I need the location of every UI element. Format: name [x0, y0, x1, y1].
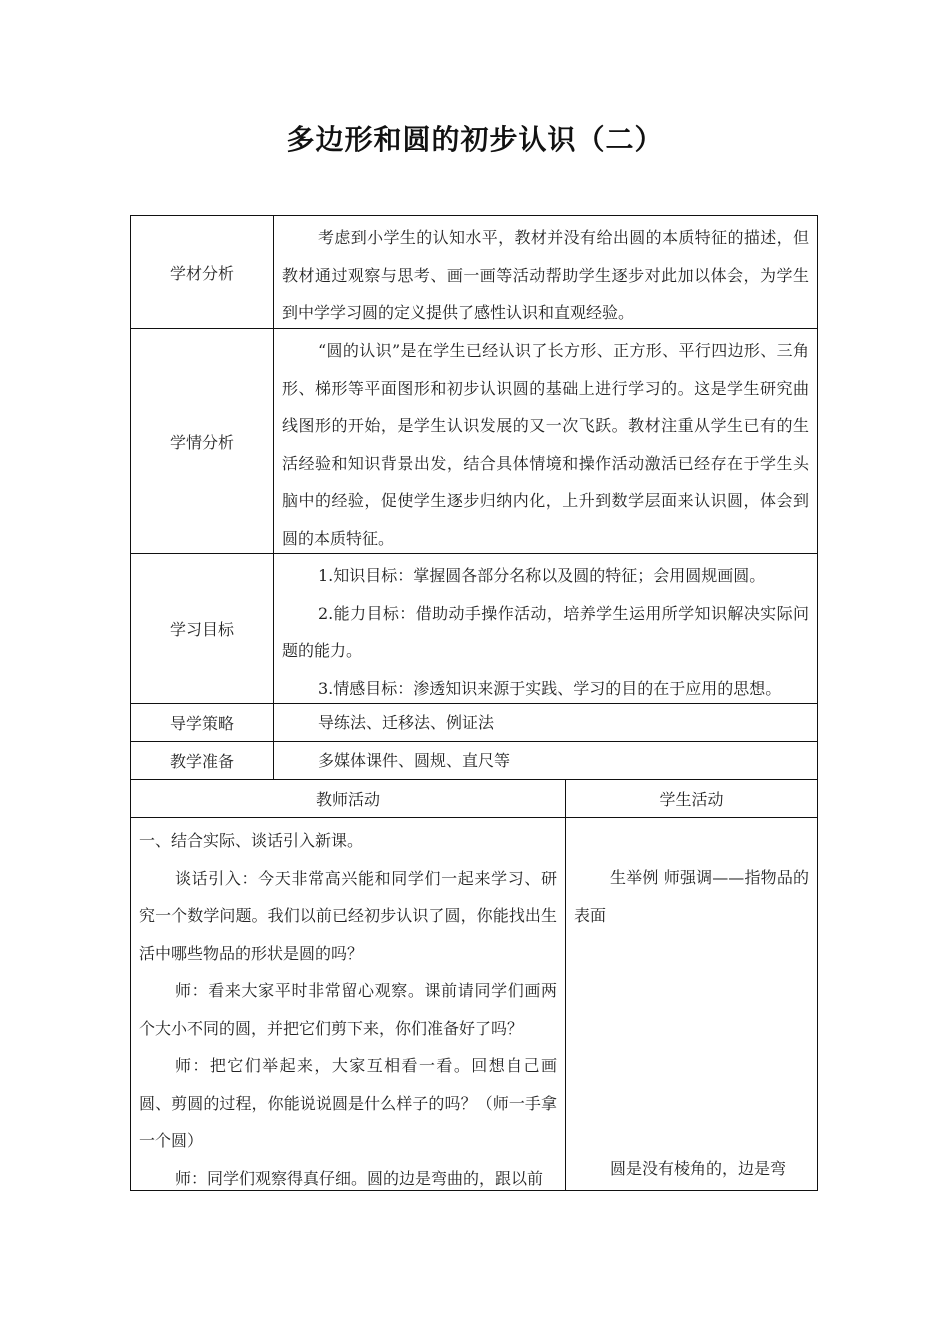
page-title: 多边形和圆的初步认识（二）: [286, 123, 664, 156]
teacher-activity-header: 教师活动: [315, 790, 380, 809]
student-activity-paragraph: 圆是没有棱角的，边是弯: [610, 1159, 787, 1178]
teacher-activity-paragraph: 一、结合实际、谈话引入新课。: [139, 831, 364, 850]
learner-analysis-text: “圆的认识”是在学生已经认识了长方形、正方形、平行四边形、三角形、梯形等平面图形和初步认识圆的基础上进行学习的。这是学生研究曲线图形的开始，是学生认识发展的又一次飞跃。教材注重从学生已有的生活经验和知识背景出发，结合具体情境和操作活动激活已经存在于学生头脑中的经验，促使学生逐步归纳内化，上升到数学层面来认识圆，体会到圆的本质特征。: [282, 341, 809, 548]
material-analysis-text: 考虑到小学生的认知水平，教材并没有给出圆的本质特征的描述，但教材通过观察与思考、画一画等活动帮助学生逐步对此加以体会，为学生到中学学习圆的定义提供了感性认识和直观经验。: [282, 228, 809, 322]
student-activity-header: 学生活动: [659, 790, 724, 809]
teacher-activity-header-cell: [131, 780, 566, 817]
teacher-activity-paragraph: 谈话引入：今天非常高兴能和同学们一起来学习、研究一个数学问题。我们以前已经初步认识了圆，你能找出生活中哪些物品的形状是圆的吗？: [139, 868, 557, 963]
preparation-text: 多媒体课件、圆规、直尺等: [318, 751, 511, 770]
table-row: [131, 216, 817, 329]
table-row: [131, 742, 817, 780]
row-content-material: [274, 216, 817, 328]
row-label-objectives: 学习目标: [131, 554, 274, 703]
strategy-text: 导练法、迁移法、例证法: [318, 713, 495, 732]
row-label-learner: 学情分析: [131, 329, 274, 553]
row-label-material: 学材分析: [131, 216, 274, 328]
objective-emotion: 3.情感目标：渗透知识来源于实践、学习的目的在于应用的思想。: [318, 678, 782, 698]
teacher-activity-paragraph: 师：看来大家平时非常留心观察。课前请同学们画两个大小不同的圆，并把它们剪下来，你们准备好了吗？: [139, 981, 557, 1038]
student-activity-paragraph: 生举例 师强调——指物品的表面: [574, 868, 809, 925]
teacher-activity-cell: [131, 818, 566, 1190]
objective-ability: 2.能力目标：借助动手操作活动，培养学生运用所学知识解决实际问题的能力。: [282, 603, 809, 660]
activity-body-row: [131, 818, 817, 1190]
table-row: [131, 554, 817, 704]
teacher-activity-paragraph: 师：同学们观察得真仔细。圆的边是弯曲的，跟以前: [175, 1168, 544, 1188]
teacher-activity-paragraph: 师：把它们举起来，大家互相看一看。回想自己画圆、剪圆的过程，你能说说圆是什么样子的吗？（师一手拿一个圆）: [139, 1056, 557, 1150]
table-row: [131, 329, 817, 554]
row-content-preparation: [274, 742, 817, 779]
table-row: [131, 704, 817, 742]
row-content-objectives: [274, 554, 817, 703]
student-activity-header-cell: [566, 780, 817, 817]
row-content-learner: [274, 329, 817, 553]
lesson-plan-table: [130, 215, 818, 1191]
row-label-preparation: 教学准备: [131, 742, 274, 779]
objective-knowledge: 1.知识目标：掌握圆各部分名称以及圆的特征；会用圆规画圆。: [318, 566, 766, 585]
row-label-strategy: 导学策略: [131, 704, 274, 741]
row-content-strategy: [274, 704, 817, 741]
student-activity-cell: [566, 818, 817, 1194]
activity-header-row: [131, 780, 817, 818]
